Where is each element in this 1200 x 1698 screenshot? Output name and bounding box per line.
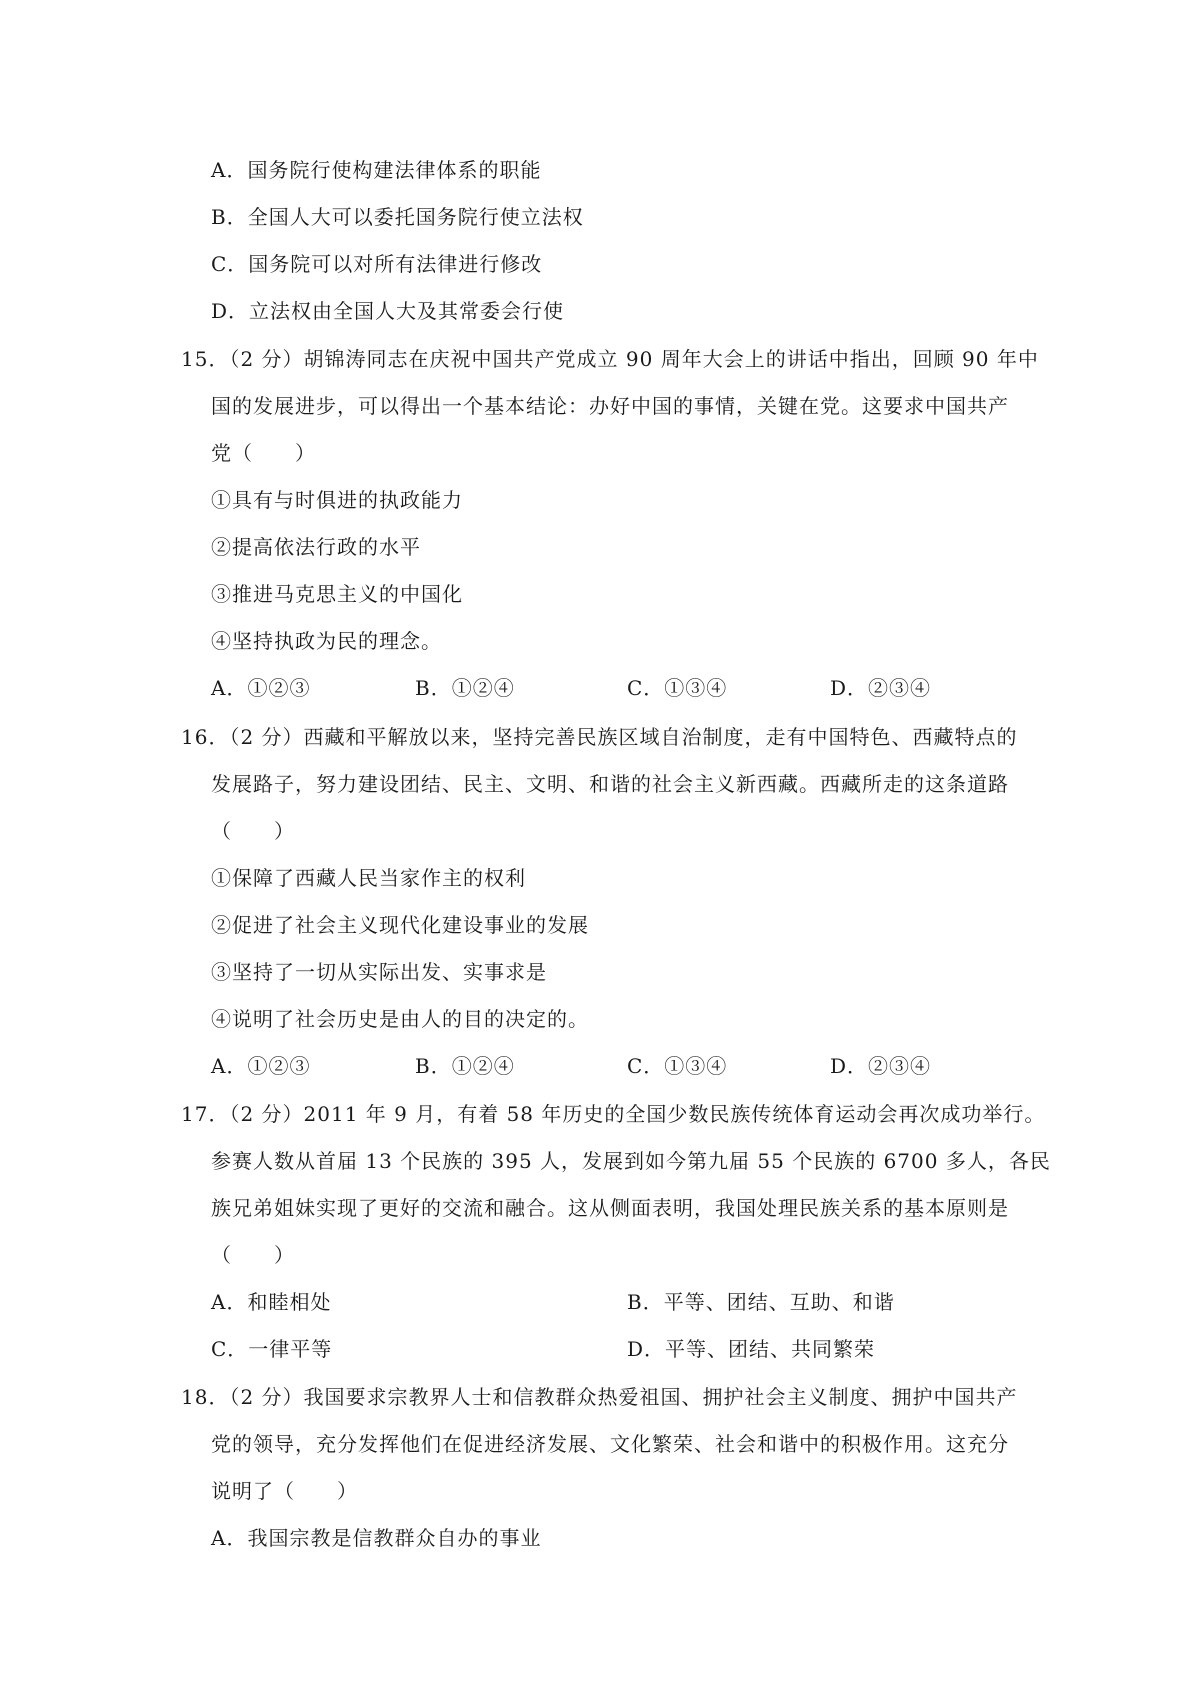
q16-option-b: B．①②④ xyxy=(415,1054,515,1078)
q16-item-4: ④说明了社会历史是由人的目的决定的。 xyxy=(211,1007,589,1031)
q15-stem-line-2: 国的发展进步，可以得出一个基本结论：办好中国的事情，关键在党。这要求中国共产 xyxy=(211,394,1009,418)
q16-item-1: ①保障了西藏人民当家作主的权利 xyxy=(211,866,526,890)
q15-option-d: D．②③④ xyxy=(830,676,932,700)
q16-option-c: C．①③④ xyxy=(627,1054,728,1078)
q16-options-row xyxy=(0,1052,1200,1080)
q18-option-a: A．我国宗教是信教群众自办的事业 xyxy=(211,1526,542,1550)
q15-option-a: A．①②③ xyxy=(211,676,311,700)
q15-options-row xyxy=(0,674,1200,702)
q15-option-b: B．①②④ xyxy=(415,676,515,700)
q16-item-3: ③坚持了一切从实际出发、实事求是 xyxy=(211,960,547,984)
q14-option-b: B．全国人大可以委托国务院行使立法权 xyxy=(211,205,584,229)
q16-stem-line-1: 16．（2 分）西藏和平解放以来，坚持完善民族区域自治制度，走有中国特色、西藏特点的 xyxy=(181,725,1018,749)
q15-item-1: ①具有与时俱进的执政能力 xyxy=(211,488,463,512)
q15-item-4: ④坚持执政为民的理念。 xyxy=(211,629,442,653)
q16-option-a: A．①②③ xyxy=(211,1054,311,1078)
q17-option-d: D．平等、团结、共同繁荣 xyxy=(627,1337,876,1361)
q17-stem-line-2: 参赛人数从首届 13 个民族的 395 人，发展到如今第九届 55 个民族的 6700 多人，各民 xyxy=(211,1149,1051,1173)
q15-stem-line-3: 党（ ） xyxy=(211,441,316,465)
q16-item-2: ②促进了社会主义现代化建设事业的发展 xyxy=(211,913,589,937)
q14-option-c: C．国务院可以对所有法律进行修改 xyxy=(211,252,543,276)
q15-option-c: C．①③④ xyxy=(627,676,728,700)
q16-stem-line-2: 发展路子，努力建设团结、民主、文明、和谐的社会主义新西藏。西藏所走的这条道路 xyxy=(211,772,1009,796)
q17-option-a: A．和睦相处 xyxy=(211,1290,332,1314)
q17-stem-line-4: （ ） xyxy=(211,1243,295,1267)
q17-stem-line-1: 17．（2 分）2011 年 9 月，有着 58 年历史的全国少数民族传统体育运动会再次成功举行。 xyxy=(181,1102,1046,1126)
q18-stem-line-2: 党的领导，充分发挥他们在促进经济发展、文化繁荣、社会和谐中的积极作用。这充分 xyxy=(211,1432,1009,1456)
q17-options-row-2 xyxy=(0,1335,1200,1363)
q17-option-c: C．一律平等 xyxy=(211,1337,333,1361)
q15-stem-line-1: 15．（2 分）胡锦涛同志在庆祝中国共产党成立 90 周年大会上的讲话中指出，回顾 90 年中 xyxy=(181,347,1039,371)
q17-option-b: B．平等、团结、互助、和谐 xyxy=(627,1290,895,1314)
q14-option-d: D．立法权由全国人大及其常委会行使 xyxy=(211,299,565,323)
q17-options-row-1 xyxy=(0,1288,1200,1316)
q16-stem-line-3: （ ） xyxy=(211,819,295,843)
q16-option-d: D．②③④ xyxy=(830,1054,932,1078)
q15-item-3: ③推进马克思主义的中国化 xyxy=(211,582,463,606)
q18-stem-line-1: 18．（2 分）我国要求宗教界人士和信教群众热爱祖国、拥护社会主义制度、拥护中国共产 xyxy=(181,1385,1018,1409)
q17-stem-line-3: 族兄弟姐妹实现了更好的交流和融合。这从侧面表明，我国处理民族关系的基本原则是 xyxy=(211,1196,1009,1220)
q14-option-a: A．国务院行使构建法律体系的职能 xyxy=(211,158,542,182)
q18-stem-line-3: 说明了（ ） xyxy=(211,1479,358,1503)
q15-item-2: ②提高依法行政的水平 xyxy=(211,535,421,559)
